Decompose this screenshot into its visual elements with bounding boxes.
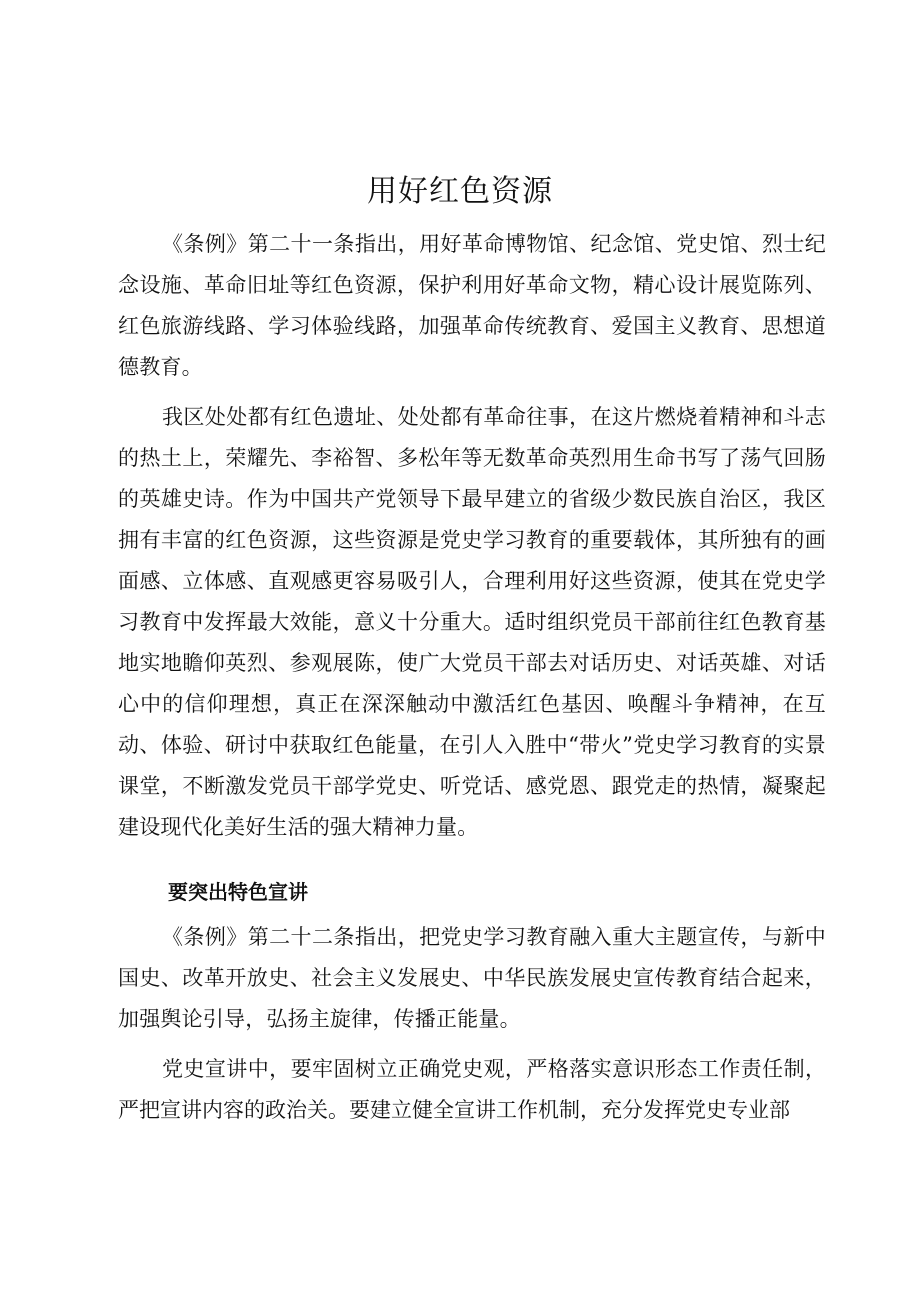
paragraph-regulation-article-22: 《条例》第二十二条指出，把党史学习教育融入重大主题宣传，与新中国史、改革开放史、社会主义发展史、中华民族发展史宣传教育结合起来，加强舆论引导，弘扬主旋律，传播正能量。: [118, 925, 826, 1031]
document-title: 用好红色资源: [367, 174, 553, 209]
paragraph-party-history-lectures: 党史宣讲中，要牢固树立正确党史观，严格落实意识形态工作责任制，严把宣讲内容的政治关。要建立健全宣讲工作机制，充分发挥党史专业部: [118, 1057, 826, 1122]
paragraph-regulation-article-21: 《条例》第二十一条指出，用好革命博物馆、纪念馆、党史馆、烈士纪念设施、革命旧址等红色资源，保护利用好革命文物，精心设计展览陈列、红色旅游线路、学习体验线路，加强革命传统教育、爱国主义教育、思想道德教育。: [118, 232, 826, 379]
paragraph-red-resources: 我区处处都有红色遗址、处处都有革命往事，在这片燃烧着精神和斗志的热土上，荣耀先、李裕智、多松年等无数革命英烈用生命书写了荡气回肠的英雄史诗。作为中国共产党领导下最早建立的省级少数民族自治区，我区拥有丰富的红色资源，这些资源是党史学习教育的重要载体，其所独有的画面感、立体感、直观感更容易吸引人，合理利用好这些资源，使其在党史学习教育中发挥最大效能，意义十分重大。适时组织党员干部前往红色教育基地实地瞻仰英烈、参观展陈，使广大党员干部去对话历史、对话英雄、对话心中的信仰理想，真正在深深触动中激活红色基因、唤醒斗争精神，在互动、体验、研讨中获取红色能量，在引人入胜中“带火”党史学习教育的实景课堂，不断激发党员干部学党史、听党话、感党恩、跟党走的热情，凝聚起建设现代化美好生活的强大精神力量。: [118, 405, 826, 839]
section-heading: 要突出特色宣讲: [168, 880, 308, 904]
